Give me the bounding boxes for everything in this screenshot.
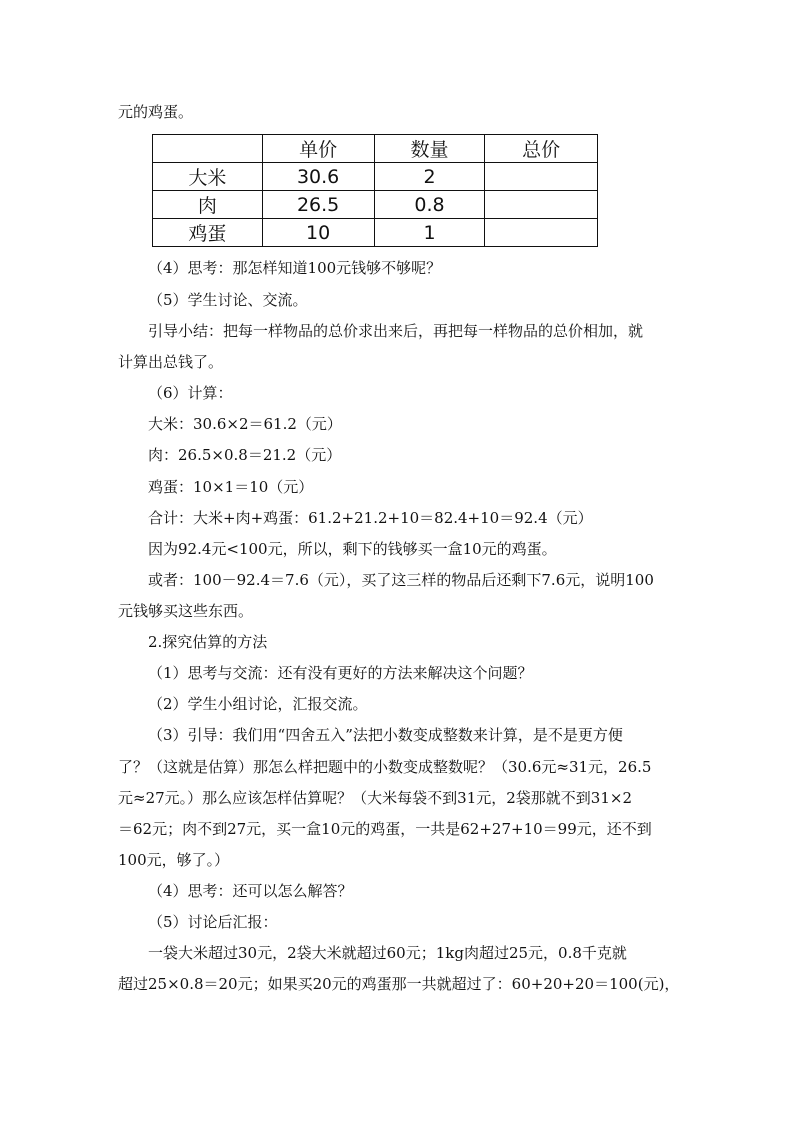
table-cell (485, 163, 598, 191)
table-cell: 30.6 (262, 163, 374, 191)
table-cell: 1 (374, 219, 485, 247)
text-line: ＝62元；肉不到27元，买一盒10元的鸡蛋，一共是62+27+10＝99元，还不到 (118, 820, 652, 838)
text-line: 100元，够了。） (118, 851, 230, 869)
table-header-cell (153, 135, 263, 163)
table-cell: 2 (374, 163, 485, 191)
table-cell (485, 191, 598, 219)
text-line: （5）学生讨论、交流。 (148, 291, 308, 309)
text-line: 肉：26.5×0.8＝21.2（元） (148, 446, 342, 464)
section-heading: 2.探究估算的方法 (148, 633, 268, 651)
price-table (152, 134, 598, 247)
table-row (153, 163, 598, 191)
table-row (153, 219, 598, 247)
table-cell: 肉 (153, 191, 263, 219)
text-line: 元钱够买这些东西。 (118, 602, 254, 620)
text-line: （3）引导：我们用“四舍五入”法把小数变成整数来计算，是不是更方便 (148, 726, 623, 744)
table-row (153, 191, 598, 219)
table-cell: 0.8 (374, 191, 485, 219)
text-line: 引导小结：把每一样物品的总价求出来后，再把每一样物品的总价相加，就 (148, 322, 644, 340)
table-header-cell: 数量 (374, 135, 485, 163)
text-line: （1）思考与交流：还有没有更好的方法来解决这个问题？ (148, 664, 533, 682)
text-line: 或者：100－92.4＝7.6（元），买了这三样的物品后还剩下7.6元，说明100 (148, 571, 654, 589)
table-header-row (153, 135, 598, 163)
table-cell: 26.5 (262, 191, 374, 219)
text-line: 元≈27元。）那么应该怎样估算呢？（大米每袋不到31元，2袋那就不到31×2 (118, 789, 632, 807)
text-line: （2）学生小组讨论，汇报交流。 (148, 695, 368, 713)
table-cell: 大米 (153, 163, 263, 191)
text-line: （5）讨论后汇报： (148, 913, 278, 931)
text-line: 了？（这就是估算）那怎么样把题中的小数变成整数呢？（30.6元≈31元，26.5 (118, 758, 652, 776)
text-line: 计算出总钱了。 (118, 353, 224, 371)
table-cell: 鸡蛋 (153, 219, 263, 247)
table-header-cell: 总价 (485, 135, 598, 163)
table-cell (485, 219, 598, 247)
text-line: 大米：30.6×2＝61.2（元） (148, 415, 342, 433)
table-header-cell: 单价 (262, 135, 374, 163)
intro-tail: 元的鸡蛋。 (118, 103, 194, 121)
text-line: 一袋大米超过30元，2袋大米就超过60元；1kg肉超过25元，0.8千克就 (148, 944, 627, 962)
text-line: （6）计算： (148, 384, 233, 402)
text-line: 超过25×0.8＝20元；如果买20元的鸡蛋那一共就超过了：60+20+20＝100(元)， (118, 975, 680, 993)
text-line: 合计：大米+肉+鸡蛋：61.2+21.2+10＝82.4+10＝92.4（元） (148, 509, 593, 527)
text-line: （4）思考：那怎样知道100元钱够不够呢？ (148, 259, 442, 277)
table-cell: 10 (262, 219, 374, 247)
text-line: 鸡蛋：10×1＝10（元） (148, 478, 314, 496)
text-line: 因为92.4元<100元，所以，剩下的钱够买一盒10元的鸡蛋。 (148, 540, 557, 558)
text-line: （4）思考：还可以怎么解答？ (148, 882, 353, 900)
